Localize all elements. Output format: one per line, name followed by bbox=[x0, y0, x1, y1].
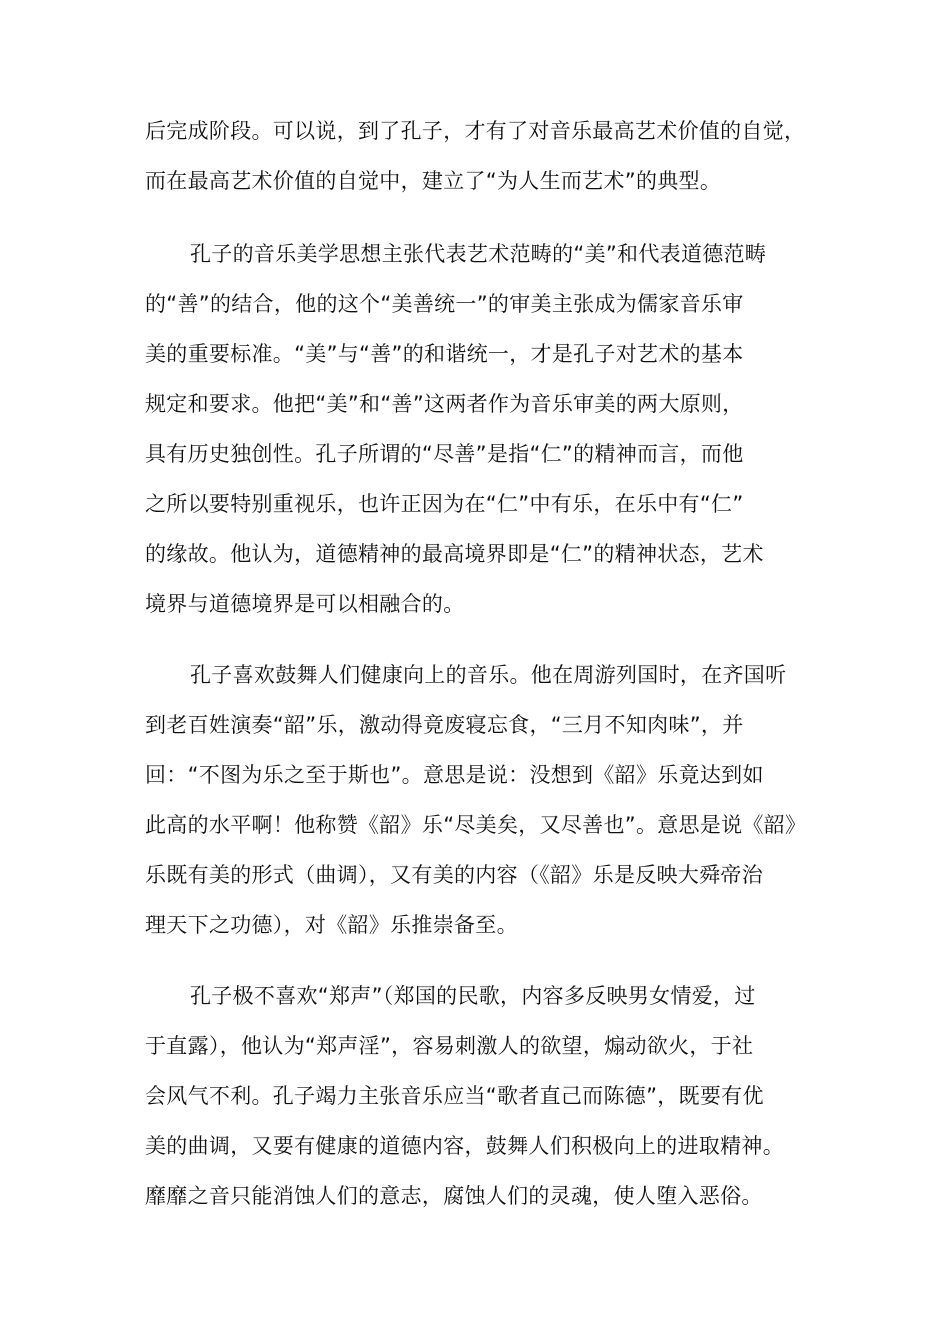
text-line: 美的重要标准。“美”与“善”的和谐统一，才是孔子对艺术的基本 bbox=[145, 342, 744, 366]
text-line: 后完成阶段。可以说，到了孔子，才有了对音乐最高艺术价值的自觉， bbox=[145, 119, 806, 143]
text-line: 美的曲调，又要有健康的道德内容，鼓舞人们积极向上的进取精神。 bbox=[145, 1134, 784, 1158]
text-line: 孔子喜欢鼓舞人们健康向上的音乐。他在周游列国时，在齐国听 bbox=[190, 663, 787, 687]
text-line: 的缘故。他认为，道德精神的最高境界即是“仁”的精神状态，艺术 bbox=[145, 542, 764, 566]
text-line: 境界与道德境界是可以相融合的。 bbox=[145, 592, 465, 616]
text-line: 会风气不利。孔子竭力主张音乐应当“歌者直己而陈德”，既要有优 bbox=[145, 1084, 764, 1108]
text-line: 而在最高艺术价值的自觉中，建立了“为人生而艺术”的典型。 bbox=[145, 169, 722, 193]
paragraph-1 bbox=[145, 106, 815, 206]
text-line: 的“善”的结合，他的这个“美善统一”的审美主张成为儒家音乐审 bbox=[145, 292, 744, 316]
text-line: 具有历史独创性。孔子所谓的“尽善”是指“仁”的精神而言，而他 bbox=[145, 442, 744, 466]
text-line: 靡靡之音只能消蚀人们的意志，腐蚀人们的灵魂，使人堕入恶俗。 bbox=[145, 1184, 763, 1208]
text-line: 乐既有美的形式（曲调），又有美的内容（《韶》乐是反映大舜帝治 bbox=[145, 863, 763, 887]
text-line: 之所以要特别重视乐，也许正因为在“仁”中有乐，在乐中有“仁” bbox=[145, 492, 744, 516]
text-line: 孔子的音乐美学思想主张代表艺术范畴的“美”和代表道德范畴 bbox=[190, 242, 767, 266]
paragraph-3 bbox=[145, 650, 815, 950]
text-line: 理天下之功德），对《韶》乐推崇备至。 bbox=[145, 913, 518, 937]
text-line: 回：“不图为乐之至于斯也”。意思是说：没想到《韶》乐竟达到如 bbox=[145, 763, 764, 787]
text-line: 规定和要求。他把“美”和“善”这两者作为音乐审美的两大原则， bbox=[145, 392, 744, 416]
paragraph-4 bbox=[145, 971, 815, 1221]
text-line: 于直露），他认为“郑声淫”，容易刺激人的欲望，煽动欲火，于社 bbox=[145, 1034, 754, 1058]
paragraph-2 bbox=[145, 229, 815, 629]
text-line: 此高的水平啊！他称赞《韶》乐“尽美矣，又尽善也”。意思是说《韶》 bbox=[145, 813, 807, 837]
text-line: 到老百姓演奏“韶”乐，激动得竟废寝忘食，“三月不知肉味”，并 bbox=[145, 713, 744, 737]
text-line: 孔子极不喜欢“郑声”（郑国的民歌，内容多反映男女情爱，过 bbox=[190, 984, 756, 1008]
